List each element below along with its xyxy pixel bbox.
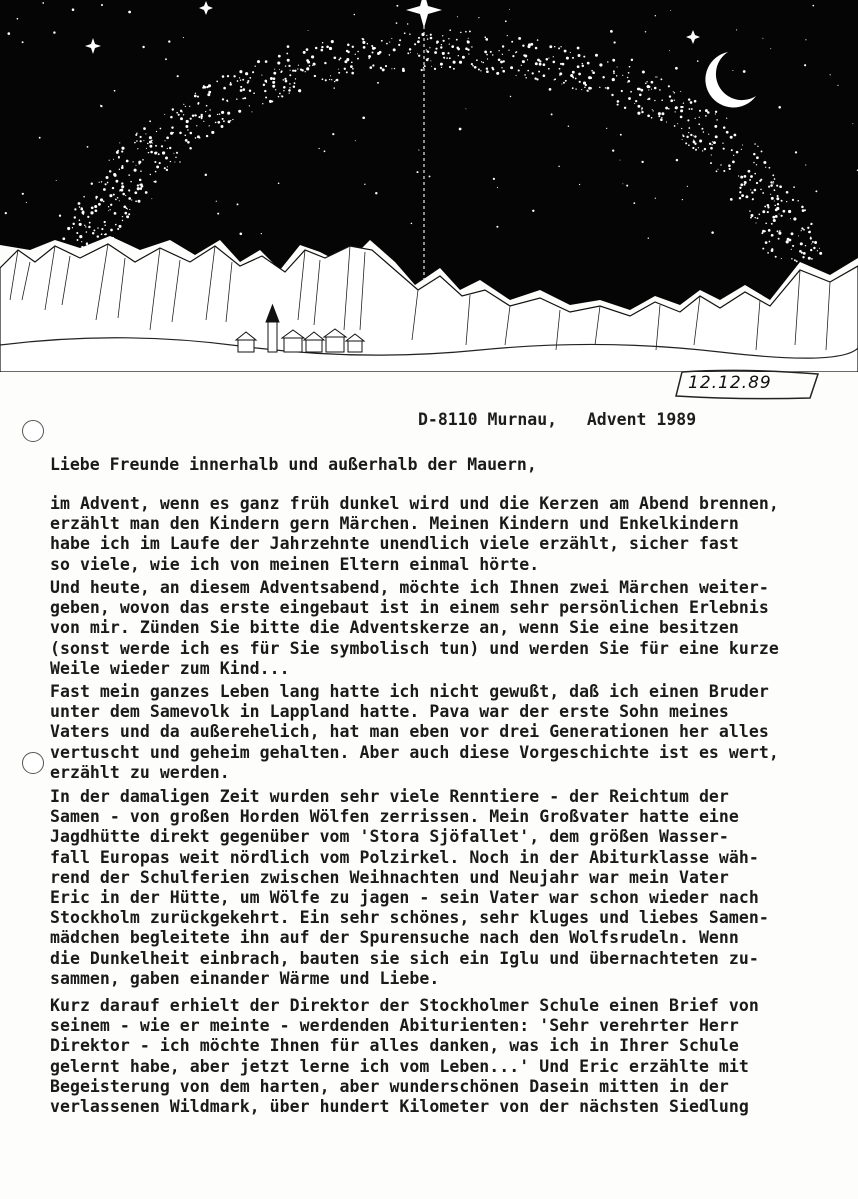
paragraph-line: Weile wieder zum Kind... (50, 658, 290, 678)
punch-hole (22, 752, 44, 774)
paragraph-line: die Dunkelheit einbrach, bauten sie sich ein Iglu und übernachteten zu- (50, 948, 759, 968)
handwritten-date: 12.12.89 (688, 373, 772, 393)
paragraph (50, 682, 840, 783)
paragraph-line: Jagdhütte direkt gegenüber vom 'Stora Sjöfallet', dem größen Wasser- (50, 827, 729, 847)
punch-hole (22, 420, 44, 442)
paragraph-line: vertuscht und geheim gehalten. Aber auch diese Vorgeschichte ist es wert, (50, 742, 779, 762)
paragraph-line: Kurz darauf erhielt der Direktor der Stockholmer Schule einen Brief von (50, 996, 759, 1015)
paragraph-line: Begeisterung von dem harten, aber wunderschönen Dasein mitten in der (50, 1076, 729, 1096)
header-illustration (0, 0, 858, 372)
paragraph (50, 996, 840, 1117)
paragraph-line: unter dem Samevolk in Lappland hatte. Pava war der erste Sohn meines (50, 702, 729, 722)
paragraph (50, 787, 840, 989)
paragraph-line: fall Europas weit nördlich vom Polzirkel. Noch in der Abiturklasse wäh- (50, 847, 759, 867)
paragraph-line: Samen - von großen Horden Wölfen zerrissen. Mein Großvater hatte eine (50, 807, 739, 827)
paragraph-line: Fast mein ganzes Leben lang hatte ich nicht gewußt, daß ich einen Bruder (50, 682, 769, 701)
paragraph-line: habe ich im Laufe der Jahrzehnte unendlich viele erzählt, sicher fast (50, 534, 739, 554)
paragraph-line: verlassenen Wildmark, über hundert Kilometer von der nächsten Siedlung (50, 1096, 749, 1116)
paragraph-line: seinem - wie er meinte - werdenden Abiturienten: 'Sehr verehrter Herr (50, 1016, 739, 1036)
paragraph-line: sammen, gaben einander Wärme und Liebe. (50, 968, 440, 988)
paragraph-line: mädchen begleitete ihn auf der Spurensuche nach den Wolfsrudeln. Wenn (50, 928, 739, 948)
paragraph-line: Und heute, an diesem Adventsabend, möchte ich Ihnen zwei Märchen weiter- (50, 578, 769, 597)
salutation: Liebe Freunde innerhalb und außerhalb der Mauern, (50, 455, 537, 474)
paragraph-line: Direktor - ich möchte Ihnen für alles danken, was ich in Ihrer Schule (50, 1036, 739, 1056)
paragraph-line: rend der Schulferien zwischen Weihnachten und Neujahr war mein Vater (50, 867, 729, 887)
place-and-date: D-8110 Murnau, Advent 1989 (418, 410, 697, 429)
paragraph-line: Eric in der Hütte, um Wölfe zu jagen - sein Vater war schon wieder nach (50, 887, 759, 907)
paragraph-line: im Advent, wenn es ganz früh dunkel wird und die Kerzen am Abend brennen, (50, 494, 779, 513)
paragraph-line: von mir. Zünden Sie bitte die Adventskerze an, wenn Sie eine besitzen (50, 618, 739, 638)
paragraph-line: geben, wovon das erste eingebaut ist in einem sehr persönlichen Erlebnis (50, 598, 769, 618)
paragraph-line: erzählt zu werden. (50, 762, 230, 782)
paragraph-line: (sonst werde ich es für Sie symbolisch tun) und werden Sie für eine kurze (50, 638, 779, 658)
paragraph (50, 494, 840, 575)
paragraph-line: Stockholm zurückgekehrt. Ein sehr schönes, sehr kluges und liebes Samen- (50, 908, 769, 928)
paragraph-line: In der damaligen Zeit wurden sehr viele Renntiere - der Reichtum der (50, 787, 729, 806)
paragraph-line: erzählt man den Kindern gern Märchen. Meinen Kindern und Enkelkindern (50, 514, 739, 534)
paragraph-line: Vaters und da außerehelich, hat man eben vor drei Generationen her alles (50, 722, 769, 742)
paragraph-line: gelernt habe, aber jetzt lerne ich vom Leben...' Und Eric erzählte mit (50, 1056, 749, 1076)
paragraph-line: so viele, wie ich von meinen Eltern einmal hörte. (50, 554, 540, 574)
paragraph (50, 578, 840, 679)
